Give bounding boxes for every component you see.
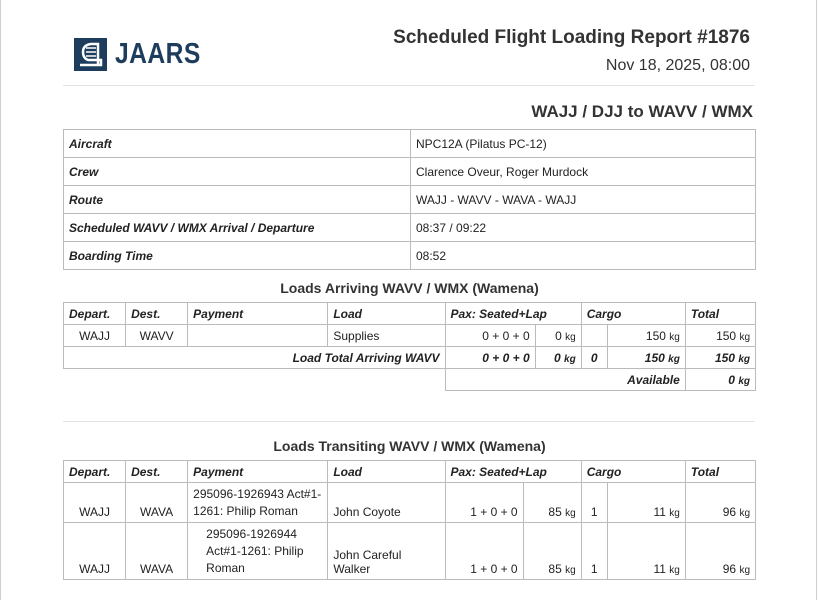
logo-mark-icon <box>74 38 107 71</box>
col-dest: Dest. <box>126 461 188 483</box>
divider <box>63 85 755 86</box>
info-value: WAJJ - WAVV - WAVA - WAJJ <box>411 186 756 214</box>
cargo-kg-value: 150 <box>644 350 665 365</box>
col-payment: Payment <box>188 303 328 325</box>
cell-depart: WAJJ <box>64 325 126 347</box>
cell-depart: WAJJ <box>64 523 126 580</box>
cell-total-kg <box>685 325 755 347</box>
info-row-aircraft <box>64 130 756 158</box>
cell-cargo-kg <box>607 325 685 347</box>
unit-kg: kg <box>565 565 576 576</box>
pax-kg-value: 85 <box>548 505 562 519</box>
unit-kg: kg <box>669 565 680 576</box>
unit-kg: kg <box>564 353 576 365</box>
total-kg-value: 150 <box>716 328 737 343</box>
info-label: Scheduled WAVV / WMX Arrival / Departure <box>64 214 411 242</box>
col-dest: Dest. <box>126 303 188 325</box>
unit-kg: kg <box>739 565 750 576</box>
unit-kg: kg <box>738 375 750 387</box>
col-payment: Payment <box>188 461 328 483</box>
col-cargo: Cargo <box>581 461 685 483</box>
cell-payment: 295096-1926944 Act#1-1261: Philip Roman <box>188 523 328 580</box>
route-title: WAJJ / DJJ to WAVV / WMX <box>531 102 753 121</box>
unit-kg: kg <box>669 508 680 519</box>
cell-dest: WAVV <box>126 325 188 347</box>
info-value: Clarence Oveur, Roger Murdock <box>411 158 756 186</box>
info-label: Route <box>64 186 411 214</box>
col-total: Total <box>685 303 755 325</box>
cell-load: John Coyote <box>328 483 445 523</box>
cell-dest: WAVA <box>126 523 188 580</box>
load-total-label: Load Total Arriving WAVV <box>64 347 446 369</box>
total-cargo-kg <box>607 347 685 369</box>
pax-kg-value: 0 <box>553 350 561 365</box>
total-pax-kg <box>535 347 581 369</box>
cell-pax-kg <box>535 325 581 347</box>
cell-total-kg <box>685 483 755 523</box>
cell-payment <box>188 325 328 347</box>
cell-load: John Careful Walker <box>328 523 445 580</box>
total-kg-value: 96 <box>722 562 737 576</box>
cell-cargo-count <box>581 325 607 347</box>
arriving-loads-table <box>63 302 756 391</box>
available-value <box>685 369 755 391</box>
info-row-boarding <box>64 242 756 270</box>
arriving-section-title: Loads Arriving WAVV / WMX (Wamena) <box>280 280 539 296</box>
table-header-row <box>64 303 756 325</box>
cargo-kg-value: 11 <box>653 505 666 519</box>
info-label: Boarding Time <box>64 242 411 270</box>
info-value: NPC12A (Pilatus PC-12) <box>411 130 756 158</box>
table-row <box>64 523 756 580</box>
col-load: Load <box>328 303 445 325</box>
info-label: Aircraft <box>64 130 411 158</box>
available-label: Available <box>445 369 685 391</box>
table-header-row <box>64 461 756 483</box>
cell-total-kg <box>685 523 755 580</box>
col-pax: Pax: Seated+Lap <box>445 303 581 325</box>
unit-kg: kg <box>738 353 750 365</box>
col-total: Total <box>685 461 755 483</box>
info-label: Crew <box>64 158 411 186</box>
col-depart: Depart. <box>64 461 126 483</box>
available-row <box>64 369 756 391</box>
col-pax: Pax: Seated+Lap <box>445 461 581 483</box>
unit-kg: kg <box>565 508 576 519</box>
unit-kg: kg <box>668 353 680 365</box>
logo-text: JAARS <box>115 38 201 70</box>
table-row <box>64 325 756 347</box>
cell-pax: 1 + 0 + 0 <box>445 523 523 580</box>
load-total-row <box>64 347 756 369</box>
cell-pax-kg <box>523 523 581 580</box>
unit-kg: kg <box>669 331 680 343</box>
total-total-kg <box>685 347 755 369</box>
cell-pax: 1 + 0 + 0 <box>445 483 523 523</box>
cargo-kg-value: 11 <box>653 562 666 576</box>
col-load: Load <box>328 461 445 483</box>
divider <box>63 421 755 422</box>
cell-cargo-kg <box>607 523 685 580</box>
cell-pax-kg <box>523 483 581 523</box>
col-cargo: Cargo <box>581 303 685 325</box>
table-row <box>64 483 756 523</box>
available-kg-value: 0 <box>728 372 735 387</box>
total-pax: 0 + 0 + 0 <box>445 347 535 369</box>
cell-cargo-count: 1 <box>581 523 607 580</box>
cell-payment: 295096-1926943 Act#1-1261: Philip Roman <box>188 483 328 523</box>
cell-pax: 0 + 0 + 0 <box>445 325 535 347</box>
total-kg-value: 96 <box>722 505 737 519</box>
cell-dest: WAVA <box>126 483 188 523</box>
cell-load: Supplies <box>328 325 445 347</box>
info-row-route <box>64 186 756 214</box>
transiting-loads-table <box>63 460 756 580</box>
cargo-kg-value: 150 <box>645 328 666 343</box>
unit-kg: kg <box>565 331 576 343</box>
info-row-crew <box>64 158 756 186</box>
flight-info-table <box>63 129 756 270</box>
report-date: Nov 18, 2025, 08:00 <box>605 57 750 74</box>
transiting-section-title: Loads Transiting WAVV / WMX (Wamena) <box>273 438 546 454</box>
total-kg-value: 150 <box>714 350 735 365</box>
pax-kg-value: 0 <box>555 328 562 343</box>
pax-kg-value: 85 <box>548 562 562 576</box>
unit-kg: kg <box>739 508 750 519</box>
info-value: 08:52 <box>411 242 756 270</box>
jaars-logo <box>74 38 216 71</box>
col-depart: Depart. <box>64 303 126 325</box>
total-cargo-count: 0 <box>581 347 607 369</box>
info-value: 08:37 / 09:22 <box>411 214 756 242</box>
report-title: Scheduled Flight Loading Report #1876 <box>393 27 750 48</box>
cell-depart: WAJJ <box>64 483 126 523</box>
unit-kg: kg <box>739 331 750 343</box>
info-row-schedule <box>64 214 756 242</box>
cell-cargo-count: 1 <box>581 483 607 523</box>
cell-cargo-kg <box>607 483 685 523</box>
